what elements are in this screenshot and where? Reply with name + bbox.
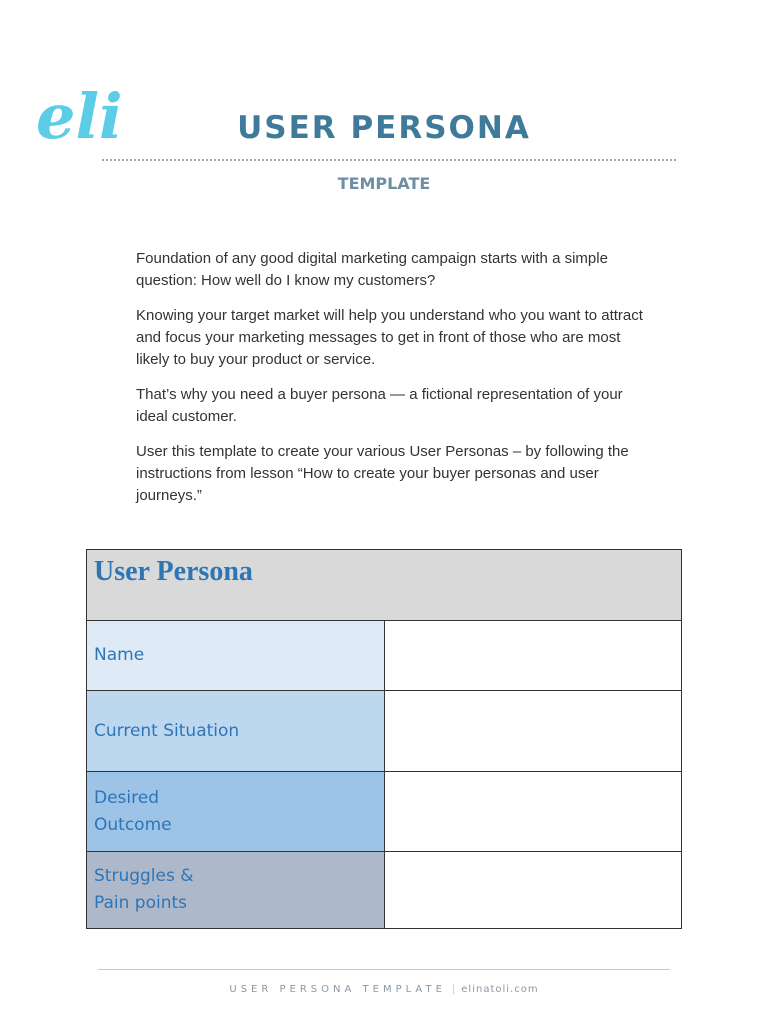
intro-paragraph: User this template to create your various User Personas – by following the instructions from lesson “How to create your buyer personas and user journeys.”: [136, 443, 629, 504]
page-footer: [0, 984, 768, 995]
table-row-name: [87, 621, 682, 691]
footer-separator: |: [451, 984, 456, 995]
row-label-name: [87, 621, 385, 691]
intro-paragraph: That’s why you need a buyer persona — a fictional representation of your ideal customer.: [136, 386, 623, 425]
row-label-line: Current Situation: [94, 720, 240, 741]
page-title: USER PERSONA: [237, 110, 531, 146]
intro-paragraph: Knowing your target market will help you understand who you want to attract and focus your marketing messages to get in front of those who are most likely to buy your product or service.: [136, 307, 643, 368]
row-label-line: Struggles &: [94, 866, 194, 886]
user-persona-table: [86, 549, 682, 929]
row-label-current-situation: [87, 691, 385, 772]
desired-outcome-value-cell[interactable]: [384, 772, 682, 852]
table-header-row: [87, 550, 682, 621]
table-row-desired-outcome: [87, 772, 682, 852]
struggles-value-cell[interactable]: [384, 852, 682, 929]
title-divider: [102, 159, 676, 161]
table-row-current-situation: [87, 691, 682, 772]
current-situation-value-cell[interactable]: [384, 691, 682, 772]
name-value-cell[interactable]: [384, 621, 682, 691]
intro-paragraph: Foundation of any good digital marketing campaign starts with a simple question: How well do I know my customers?: [136, 250, 608, 289]
intro-text: [136, 248, 646, 520]
row-label-line: Outcome: [94, 814, 172, 835]
row-label-desired-outcome: [87, 772, 385, 852]
table-title: User Persona: [94, 556, 253, 587]
footer-site-link[interactable]: elinatoli.com: [461, 984, 539, 995]
logo-wordmark: eli: [36, 80, 123, 153]
table-row-struggles: [87, 852, 682, 929]
row-label-line: Pain points: [94, 893, 188, 913]
footer-label: USER PERSONA TEMPLATE: [229, 984, 446, 995]
row-label-struggles: [87, 852, 385, 929]
row-label-line: Name: [94, 645, 145, 665]
footer-divider: [98, 969, 670, 970]
row-label-line: Desired: [94, 787, 159, 808]
table-header-cell: [87, 550, 682, 621]
page-subtitle: TEMPLATE: [337, 174, 431, 193]
